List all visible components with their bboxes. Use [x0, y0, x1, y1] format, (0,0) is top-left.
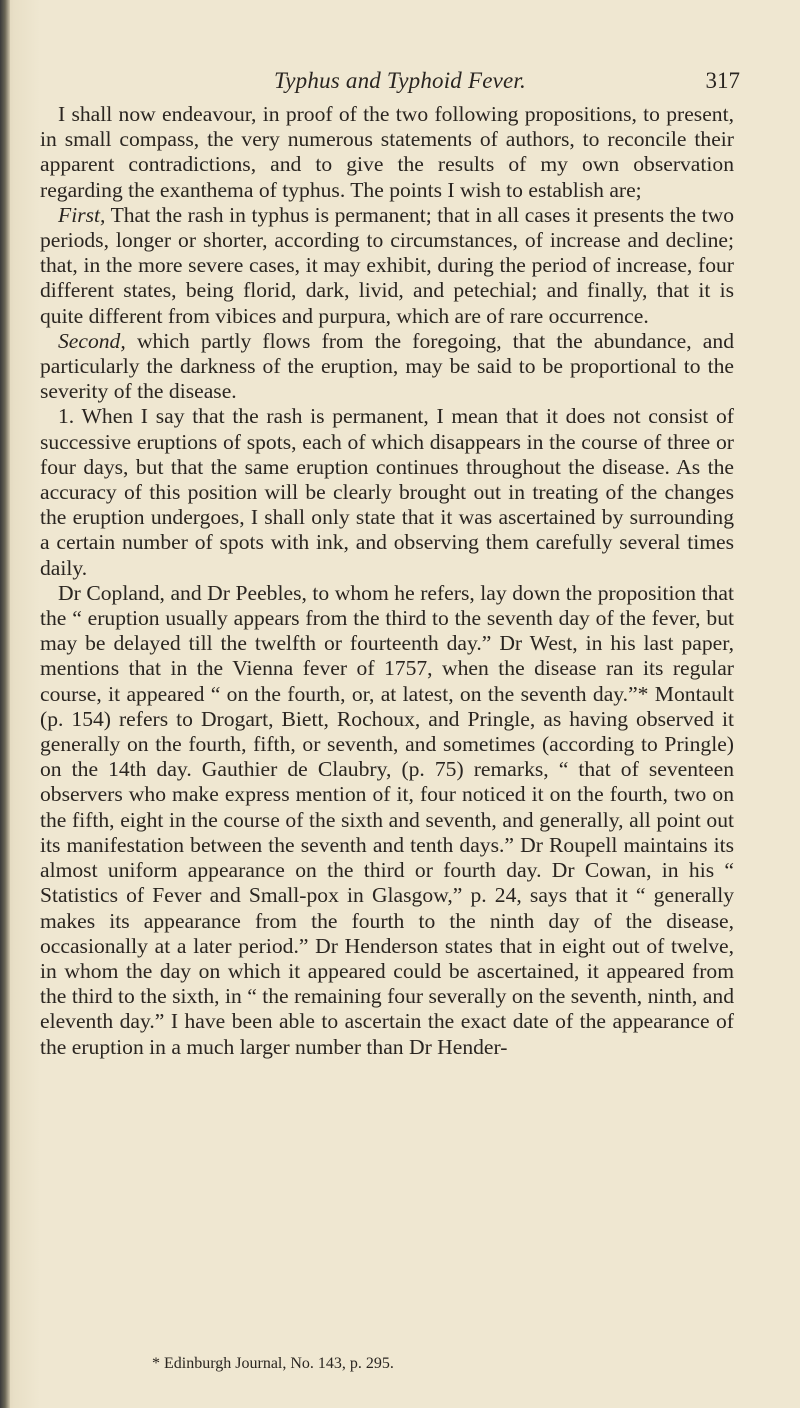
paragraph: Second, which partly flows from the foregoing, that the abundance, and particularly the darkness of the eruption, may be said to be proportional to the severity of the disease. — [40, 328, 734, 404]
paragraph: Dr Copland, and Dr Peebles, to whom he refers, lay down the proposition that the “ eruption usually appears from the third to the seventh day of the fever, but may be delayed till the twelfth or fourteenth day.” Dr West, in his last paper, mentions that in the Vienna fever of 1757, when the disease ran its regular course, it appeared “ on the fourth, or, at latest, on the seventh day.”* Montault (p. 154) refers to Drogart, Biett, Rochoux, and Pringle, as having observed it generally on the fourth, fifth, or seventh, and sometimes (according to Pringle) on the 14th day. Gauthier de Claubry, (p. 75) remarks, “ that of seventeen observers who make express mention of it, four noticed it on the fourth, two on the fifth, eight in the course of the sixth and seventh, and generally, all point out its manifestation between the seventh and tenth days.” Dr Roupell maintains its almost uniform appearance on the third or fourth day. Dr Cowan, in his “ Statistics of Fever and Small-pox in Glasgow,” p. 24, says that it “ generally makes its appearance from the fourth to the ninth day of the disease, occasionally at a later period.” Dr Henderson states that in eight out of twelve, in whom the day on which it appeared could be ascertained, it appeared from the third to the sixth, in “ the remaining four severally on the seventh, ninth, and eleventh day.” I have been able to ascertain the exact date of the appearance of the eruption in a much larger number than Dr Hender- — [40, 580, 734, 1059]
paragraph-label: Second, — [58, 328, 126, 353]
running-title: Typhus and Typhoid Fever. — [273, 68, 526, 93]
paragraph: 1. When I say that the rash is permanent, I mean that it does not consist of successive eruptions of spots, each of which disappears in the course of three or four days, but that the same eruption continues throughout the disease. As the accuracy of this position will be clearly brought out in treating of the changes the eruption undergoes, I shall only state that it was ascertained by surrounding a certain number of spots with ink, and observing them carefully several times daily. — [40, 404, 734, 580]
footnote: * Edinburgh Journal, No. 143, p. 295. — [152, 1355, 394, 1372]
paragraph: I shall now endeavour, in proof of the two following propositions, to present, in small compass, the very numerous statements of authors, to reconcile their apparent contradictions, and to give the results of my own observation regarding the exanthema of typhus. The points I wish to establish are; — [40, 102, 734, 202]
paragraph: First, That the rash in typhus is permanent; that in all cases it presents the two periods, longer or shorter, according to circumstances, of increase and decline; that, in the more severe cases, it may exhibit, during the period of increase, four different states, being florid, dark, livid, and petechial; and finally, that it is quite different from vibices and purpura, which are of rare occurrence. — [40, 202, 734, 328]
page-header — [60, 68, 740, 102]
page-number: 317 — [705, 68, 740, 93]
page-gutter-shadow — [0, 0, 10, 1408]
paragraph-label: First, — [58, 202, 106, 227]
body-text — [40, 102, 734, 1060]
